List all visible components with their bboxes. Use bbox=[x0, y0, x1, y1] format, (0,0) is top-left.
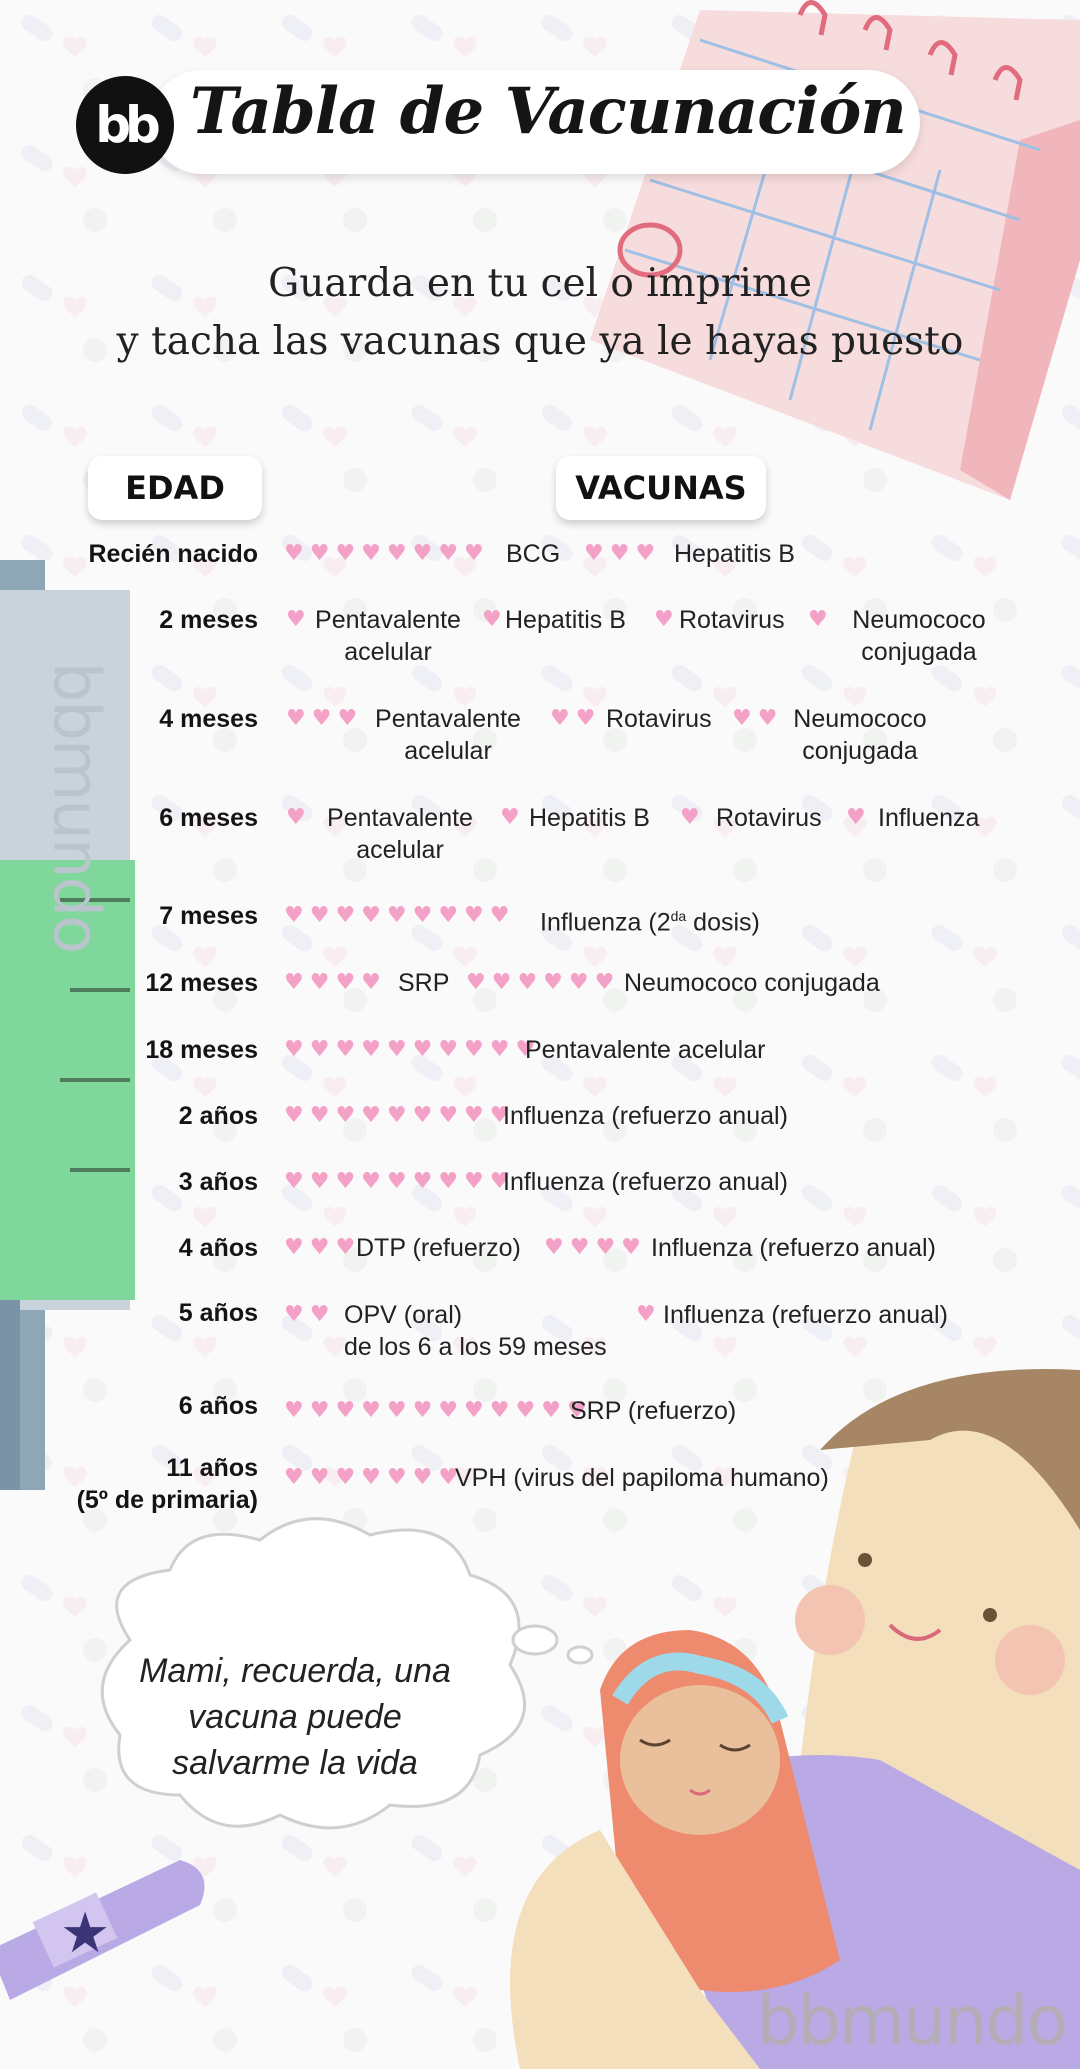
vaccine-label bbox=[836, 604, 1002, 668]
age-label: 4 meses bbox=[159, 705, 258, 733]
age-label: 7 meses bbox=[159, 902, 258, 930]
vaccine-line: conjugada bbox=[861, 638, 977, 666]
heart-icon: ♥♥♥♥♥♥♥♥♥ bbox=[284, 903, 516, 928]
thought-line: Mami, recuerda, una bbox=[139, 1652, 451, 1690]
thought-bubble-text bbox=[80, 1648, 510, 1786]
vaccine-label: SRP (refuerzo) bbox=[570, 1397, 737, 1425]
age-label: 2 meses bbox=[159, 606, 258, 634]
heart-icon: ♥♥♥♥♥♥♥♥♥♥♥♥ bbox=[284, 1398, 593, 1423]
age-label: 5 años bbox=[178, 1299, 258, 1327]
vaccine-label: Pentavalente acelular bbox=[525, 1036, 766, 1064]
bbmundo-logo: bb bbox=[76, 76, 174, 174]
thought-line: salvarme la vida bbox=[172, 1744, 418, 1782]
vaccine-line: Pentavalente bbox=[315, 606, 461, 634]
column-header-age: EDAD bbox=[88, 456, 262, 520]
heart-icon: ♥♥♥♥♥♥♥♥♥ bbox=[284, 1169, 516, 1194]
subtitle-line-2: y tacha las vacunas que ya le hayas puesto bbox=[116, 319, 964, 364]
vaccine-label bbox=[780, 703, 940, 767]
vaccine-label: Rotavirus bbox=[679, 606, 785, 634]
vaccine-label: Influenza (refuerzo anual) bbox=[651, 1234, 936, 1262]
heart-icon: ♥♥♥♥♥♥♥ bbox=[284, 1465, 465, 1490]
heart-icon: ♥ bbox=[680, 805, 706, 830]
heart-icon: ♥ bbox=[482, 607, 508, 632]
page-title: Tabla de Vacunación bbox=[190, 74, 906, 149]
vaccine-label: VPH (virus del papiloma humano) bbox=[455, 1464, 829, 1492]
side-watermark: bbmundo bbox=[38, 661, 113, 953]
heart-icon: ♥ bbox=[846, 805, 872, 830]
heart-icon: ♥ bbox=[286, 607, 312, 632]
heart-icon: ♥♥ bbox=[732, 706, 784, 731]
vaccine-line: Neumococo bbox=[793, 705, 927, 733]
vaccine-line: Pentavalente bbox=[327, 804, 473, 832]
vaccine-label: Rotavirus bbox=[716, 804, 822, 832]
vaccine-text: dosis) bbox=[686, 908, 760, 937]
age-label: Recién nacido bbox=[88, 540, 258, 568]
vaccine-label bbox=[318, 802, 482, 866]
vaccine-label: SRP bbox=[398, 969, 450, 997]
age-label: 18 meses bbox=[145, 1036, 258, 1064]
age-label: 12 meses bbox=[145, 969, 258, 997]
vaccine-line: acelular bbox=[404, 737, 492, 765]
heart-icon: ♥♥♥ bbox=[284, 1235, 362, 1260]
vaccine-label: Rotavirus bbox=[606, 705, 712, 733]
vaccine-text: Influenza (2 bbox=[540, 908, 671, 937]
vaccine-label bbox=[344, 1299, 607, 1363]
heart-icon: ♥♥♥♥♥♥♥♥♥♥ bbox=[284, 1037, 542, 1062]
heart-icon: ♥♥♥♥ bbox=[284, 970, 387, 995]
vaccine-line: de los 6 a los 59 meses bbox=[344, 1333, 607, 1361]
heart-icon: ♥ bbox=[808, 607, 834, 632]
age-line: 11 años bbox=[166, 1454, 258, 1482]
heart-icon: ♥♥♥♥ bbox=[544, 1235, 647, 1260]
vaccine-label bbox=[308, 604, 468, 668]
vaccine-label: Influenza (refuerzo anual) bbox=[663, 1301, 948, 1329]
heart-icon: ♥ bbox=[636, 1302, 662, 1327]
heart-icon: ♥♥♥ bbox=[286, 706, 364, 731]
vaccine-line: conjugada bbox=[802, 737, 918, 765]
age-label: 3 años bbox=[178, 1168, 258, 1196]
vaccine-label: Influenza (refuerzo anual) bbox=[503, 1168, 788, 1196]
vaccine-label: Hepatitis B bbox=[674, 540, 795, 568]
vaccine-label: Influenza (refuerzo anual) bbox=[503, 1102, 788, 1130]
vaccine-line: OPV (oral) bbox=[344, 1301, 463, 1329]
vaccine-label bbox=[368, 703, 528, 767]
heart-icon: ♥ bbox=[500, 805, 526, 830]
heart-icon: ♥♥♥♥♥♥♥♥ bbox=[284, 541, 490, 566]
superscript: da bbox=[670, 908, 687, 924]
heart-icon: ♥ bbox=[286, 805, 312, 830]
subtitle-line-1: Guarda en tu cel o imprime bbox=[268, 261, 812, 306]
subtitle bbox=[0, 255, 1080, 371]
heart-icon: ♥♥ bbox=[550, 706, 602, 731]
vaccine-label: Hepatitis B bbox=[505, 606, 626, 634]
thought-line: vacuna puede bbox=[188, 1698, 402, 1736]
vaccine-line: acelular bbox=[356, 836, 444, 864]
column-header-vaccines: VACUNAS bbox=[556, 456, 766, 520]
vaccine-label: Neumococo conjugada bbox=[624, 969, 880, 997]
age-label: 6 años bbox=[178, 1392, 258, 1420]
heart-icon: ♥ bbox=[654, 607, 680, 632]
heart-icon: ♥♥♥ bbox=[584, 541, 662, 566]
age-label: 6 meses bbox=[159, 804, 258, 832]
heart-icon: ♥♥♥♥♥♥♥♥♥ bbox=[284, 1103, 516, 1128]
heart-icon: ♥♥♥♥♥♥ bbox=[466, 970, 621, 995]
age-label: 4 años bbox=[178, 1234, 258, 1262]
age-label bbox=[77, 1452, 258, 1516]
vaccine-label: DTP (refuerzo) bbox=[356, 1234, 521, 1262]
vaccine-line: Pentavalente bbox=[375, 705, 521, 733]
heart-icon: ♥♥ bbox=[284, 1302, 336, 1327]
age-line: (5º de primaria) bbox=[76, 1486, 258, 1514]
vaccine-line: Neumococo bbox=[852, 606, 986, 634]
vaccine-label: Influenza bbox=[878, 804, 980, 832]
vaccine-line: acelular bbox=[344, 638, 432, 666]
age-label: 2 años bbox=[178, 1102, 258, 1130]
vaccine-label bbox=[540, 900, 760, 938]
vaccine-label: Hepatitis B bbox=[529, 804, 650, 832]
vaccine-label: BCG bbox=[506, 540, 561, 568]
star-icon: ★ bbox=[60, 1901, 111, 1964]
bbmundo-watermark: bbmundo bbox=[756, 1982, 1066, 2061]
